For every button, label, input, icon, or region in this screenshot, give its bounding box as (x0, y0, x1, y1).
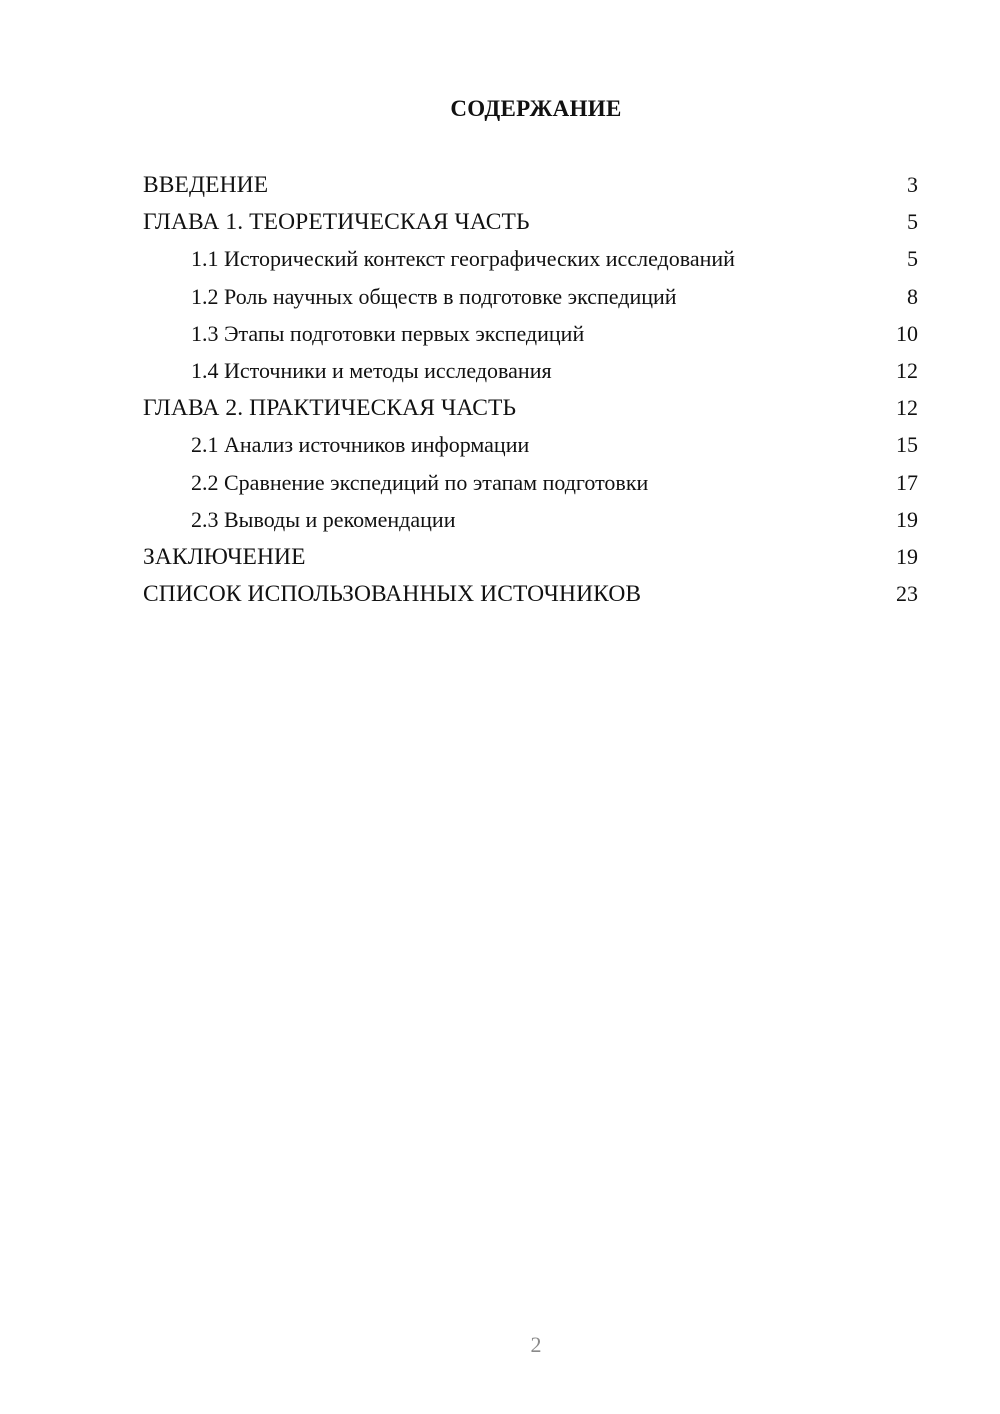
toc-entry-label: 2.3 Выводы и рекомендации (191, 506, 456, 532)
toc-subentry (143, 315, 918, 352)
toc-entry-page: 3 (907, 172, 918, 197)
toc-entry-label: 1.4 Источники и методы исследования (191, 357, 552, 383)
toc-entry-page: 19 (896, 543, 918, 569)
toc-subentry (143, 240, 918, 277)
toc-entry-label: 1.2 Роль научных обществ в подготовке экспедиций (191, 283, 677, 309)
toc-entry-page: 23 (896, 581, 918, 607)
toc-entry-label: 1.3 Этапы подготовки первых экспедиций (191, 320, 585, 346)
toc-entry-page: 5 (907, 246, 918, 272)
toc-subentry (143, 352, 918, 389)
toc-entry-page: 8 (907, 283, 918, 309)
page-number: 2 (530, 1332, 542, 1357)
toc-entry (143, 575, 918, 612)
toc-entry-page: 12 (896, 395, 918, 421)
toc-entry (143, 538, 918, 575)
toc-entry-page: 10 (896, 320, 918, 346)
toc-subentry (143, 501, 918, 538)
toc-entry-page: 19 (896, 506, 918, 532)
toc-entry-label: ВВЕДЕНИЕ (143, 172, 269, 198)
toc-entry (143, 166, 918, 203)
toc-entry-label: 1.1 Исторический контекст географических исследований (191, 246, 735, 272)
toc-subentry (143, 278, 918, 315)
toc-entry-page: 15 (896, 432, 918, 458)
toc-entry-label: СПИСОК ИСПОЛЬЗОВАННЫХ ИСТОЧНИКОВ (143, 581, 642, 608)
toc-entry-label: ЗАКЛЮЧЕНИЕ (143, 543, 306, 570)
toc-entry (143, 203, 918, 240)
toc-entry-label: ГЛАВА 2. ПРАКТИЧЕСКАЯ ЧАСТЬ (143, 395, 517, 422)
toc-subentry (143, 426, 918, 463)
toc-entry-label: 2.2 Сравнение экспедиций по этапам подготовки (191, 469, 649, 495)
toc-title: СОДЕРЖАНИЕ (450, 96, 622, 121)
table-of-contents (143, 166, 918, 612)
toc-subentry (143, 464, 918, 501)
toc-entry-page: 17 (896, 469, 918, 495)
toc-entry-label: 2.1 Анализ источников информации (191, 432, 530, 458)
toc-entry-page: 12 (896, 357, 918, 383)
toc-entry (143, 389, 918, 426)
toc-entry-page: 5 (907, 209, 918, 235)
toc-entry-label: ГЛАВА 1. ТЕОРЕТИЧЕСКАЯ ЧАСТЬ (143, 209, 530, 236)
